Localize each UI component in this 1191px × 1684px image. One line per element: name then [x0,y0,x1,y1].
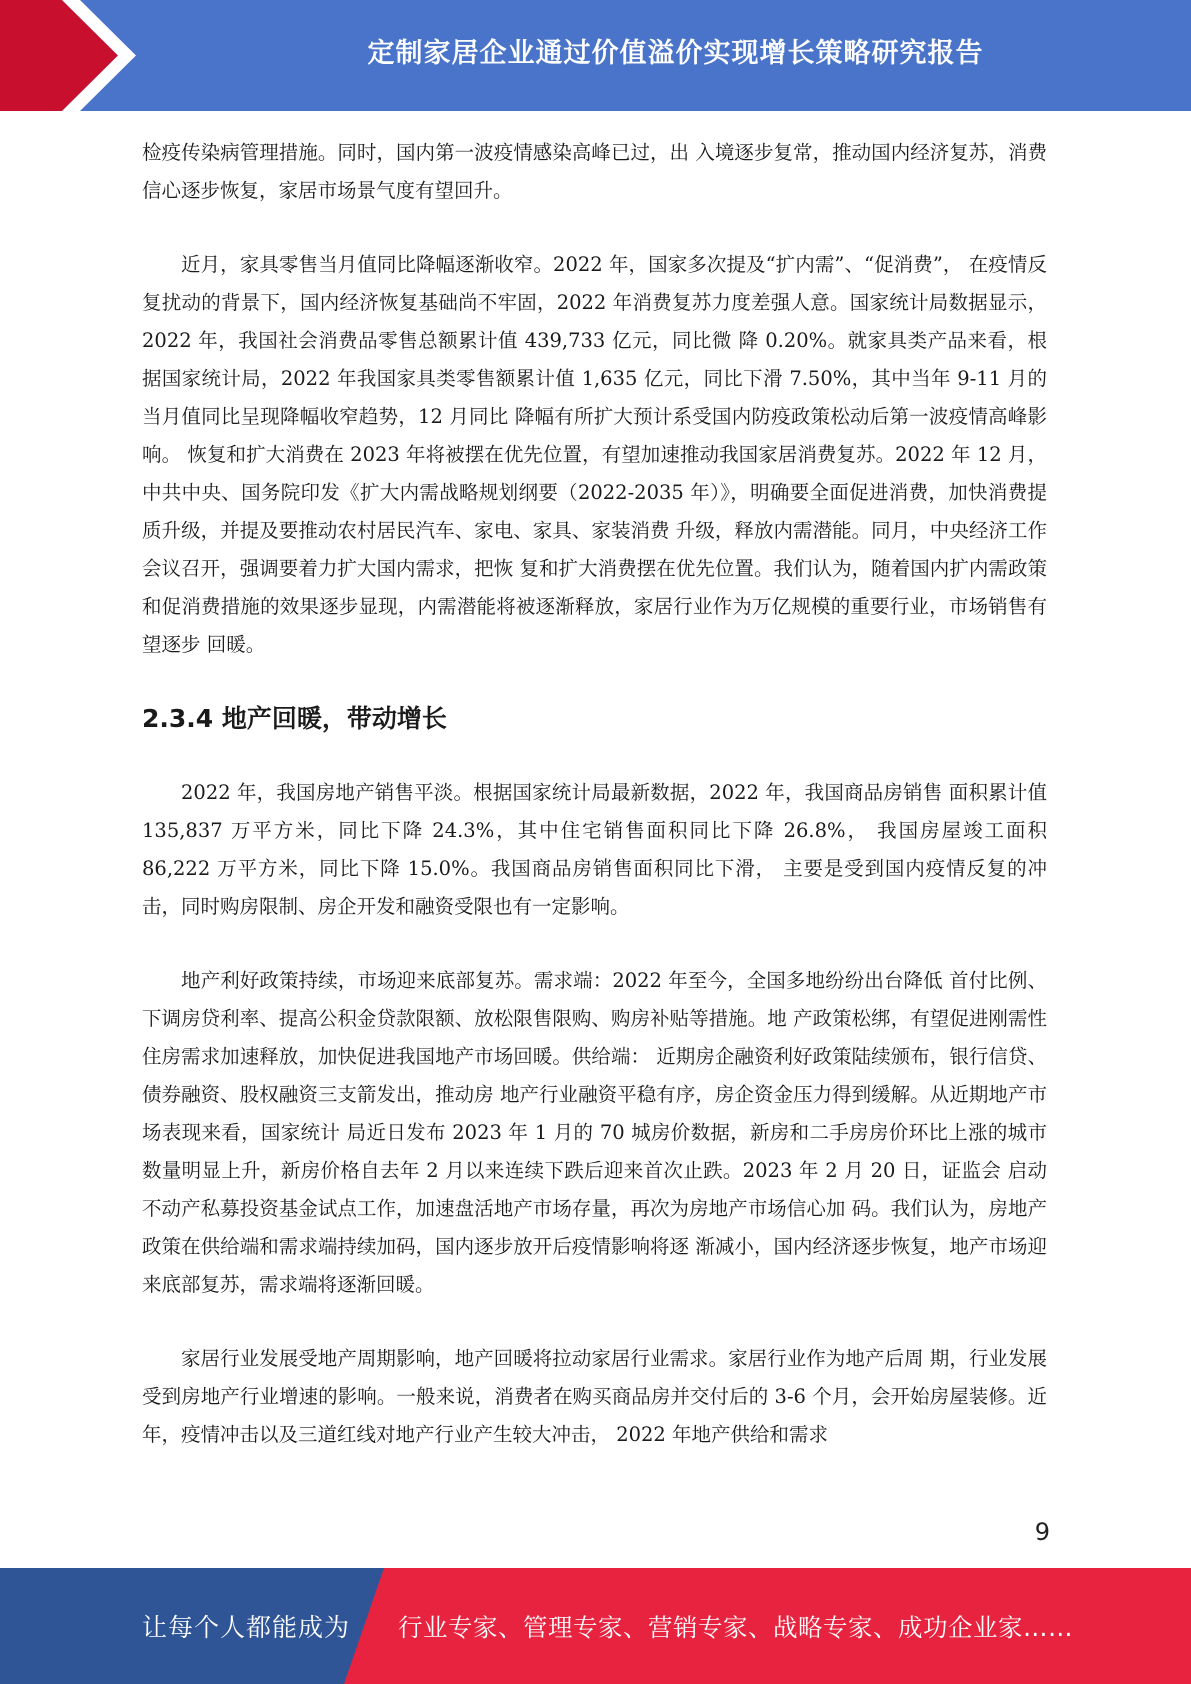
paragraph-4: 地产利好政策持续，市场迎来底部复苏。需求端：2022 年至今，全国多地纷纷出台降低 首付比例、下调房贷利率、提高公积金贷款限额、放松限售限购、购房补贴等措施。地 产政策松绑，有望促进刚需性住房需求加速释放，加快促进我国地产市场回暖。供给端： 近期房企融资利好政策陆续颁布，银行信贷、债券融资、股权融资三支箭发出，推动房 地产行业融资平稳有序，房企资金压力得到缓解。从近期地产市场表现来看，国家统计 局近日发布 2023 年 1 月的 70 城房价数据，新房和二手房房价环比上涨的城市数量明显上升，新房价格自去年 2 月以来连续下跌后迎来首次止跌。2023 年 2 月 20 日，证监会 启动不动产私募投资基金试点工作，加速盘活地产市场存量，再次为房地产市场信心加 码。我们认为，房地产政策在供给端和需求端持续加码，国内逐步放开后疫情影响将逐 渐减小，国内经济逐步恢复，地产市场迎来底部复苏，需求端将逐渐回暖。 [142,969,1047,1296]
paragraph-3: 2022 年，我国房地产销售平淡。根据国家统计局最新数据，2022 年，我国商品房销售 面积累计值 135,837 万平方米，同比下降 24.3%，其中住宅销售面积同比下降 26.8%， 我国房屋竣工面积 86,222 万平方米，同比下降 15.0%。我国商品房销售面积同比下滑， 主要是受到国内疫情反复的冲击，同时购房限制、房企开发和融资受限也有一定影响。 [142,781,1047,918]
paragraph-1: 检疫传染病管理措施。同时，国内第一波疫情感染高峰已过，出 入境逐步复常，推动国内经济复苏，消费信心逐步恢复，家居市场景气度有望回升。 [142,141,1047,202]
page-content [142,134,1047,1490]
paragraph-5: 家居行业发展受地产周期影响，地产回暖将拉动家居行业需求。家居行业作为地产后周 期，行业发展受到房地产行业增速的影响。一般来说，消费者在购买商品房并交付后的 3-6 个月，会开始房屋装修。近年，疫情冲击以及三道红线对地产行业产生较大冲击， 2022 年地产供给和需求 [142,1347,1047,1446]
footer-slogan-left: 让每个人都能成为 [142,1613,351,1642]
document-title: 定制家居企业通过价值溢价实现增长策略研究报告 [367,37,984,69]
page-number: 9 [1034,1518,1050,1546]
section-heading: 2.3.4 地产回暖，带动增长 [142,704,447,733]
page-footer [0,1568,1191,1684]
header-chevron-decoration [0,0,160,111]
paragraph-2: 近月，家具零售当月值同比降幅逐渐收窄。2022 年，国家多次提及“扩内需”、“促消费”， 在疫情反复扰动的背景下，国内经济恢复基础尚不牢固，2022 年消费复苏力度差强人意。国家统计局数据显示，2022 年，我国社会消费品零售总额累计值 439,733 亿元，同比微 降 0.20%。就家具类产品来看，根据国家统计局，2022 年我国家具类零售额累计值 1,635 亿元，同比下滑 7.50%，其中当年 9-11 月的当月值同比呈现降幅收窄趋势，12 月同比 降幅有所扩大预计系受国内防疫政策松动后第一波疫情高峰影响。 恢复和扩大消费在 2023 年将被摆在优先位置，有望加速推动我国家居消费复苏。2022 年 12 月，中共中央、国务院印发《扩大内需战略规划纲要（2022-2035 年）》，明确要全面促进消费，加快消费提质升级，并提及要推动农村居民汽车、家电、家具、家装消费 升级，释放内需潜能。同月，中央经济工作会议召开，强调要着力扩大国内需求，把恢 复和扩大消费摆在优先位置。我们认为，随着国内扩内需政策和促消费措施的效果逐步显现，内需潜能将被逐渐释放，家居行业作为万亿规模的重要行业，市场销售有望逐步 回暖。 [142,253,1047,656]
footer-slogan-right: 行业专家、管理专家、营销专家、战略专家、成功企业家…… [398,1612,1073,1642]
page-header [0,0,1191,111]
